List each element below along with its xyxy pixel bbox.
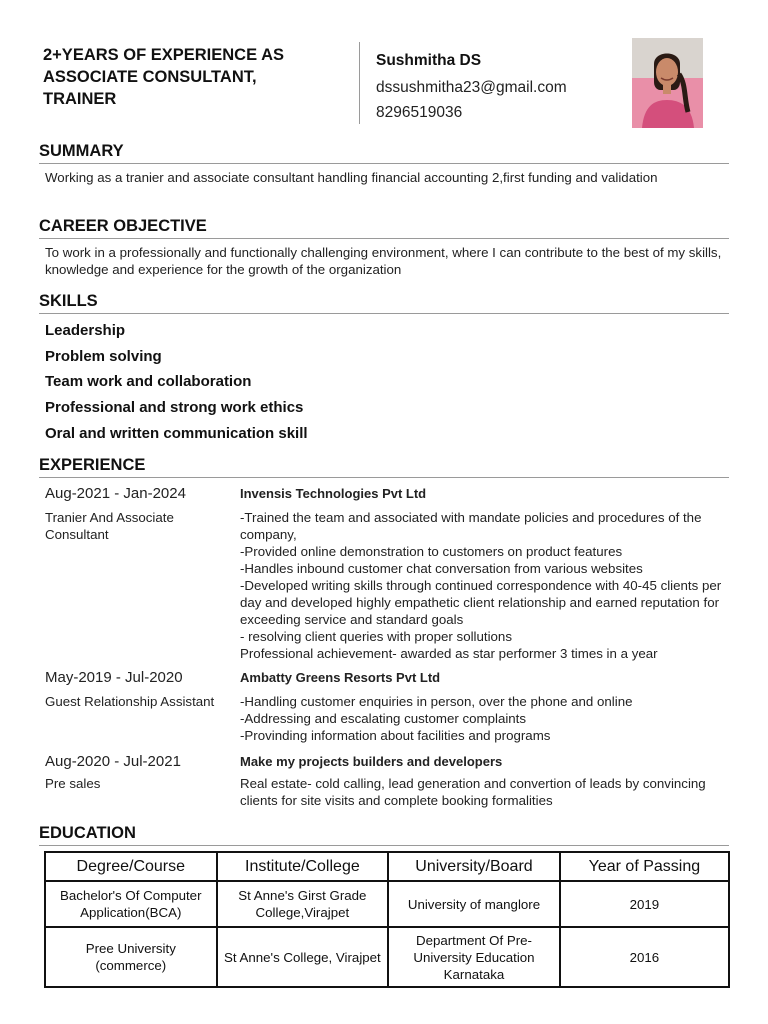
duty-line: -Provided online demonstration to customers on product features	[240, 544, 623, 559]
email: dssushmitha23@gmail.com	[376, 79, 567, 96]
experience-duties	[240, 509, 725, 662]
duty-line: Real estate- cold calling, lead generation and convertion of leads by convincing clients for site visits and complete booking formalities	[240, 776, 706, 808]
table-cell: St Anne's College, Virajpet	[217, 927, 389, 987]
duty-line: -Addressing and escalating customer complaints	[240, 711, 527, 726]
table-row	[45, 927, 729, 987]
skill-item: Oral and written communication skill	[45, 424, 308, 442]
experience-heading: EXPERIENCE	[39, 455, 729, 478]
experience-role: Pre sales	[45, 776, 101, 791]
duty-line: - resolving client queries with proper sollutions	[240, 629, 512, 644]
profile-photo	[632, 38, 703, 128]
experience-company: Invensis Technologies Pvt Ltd	[240, 486, 427, 501]
summary-text: Working as a tranier and associate consultant handling financial accounting 2,first funding and validation	[45, 170, 658, 185]
experience-dates: Aug-2021 - Jan-2024	[45, 485, 186, 502]
column-header: Year of Passing	[560, 852, 729, 881]
experience-dates: Aug-2020 - Jul-2021	[45, 753, 181, 770]
summary-section	[39, 141, 729, 186]
column-header: University/Board	[388, 852, 560, 881]
education-table	[44, 851, 730, 988]
candidate-name: Sushmitha DS	[376, 52, 482, 69]
experience-company: Make my projects builders and developers	[240, 754, 503, 769]
contact-block	[376, 50, 567, 125]
table-cell: St Anne's Girst Grade College,Virajpet	[217, 881, 389, 927]
duty-line: -Provinding information about facilities and programs	[240, 728, 551, 743]
duty-line: Professional achievement- awarded as star performer 3 times in a year	[240, 646, 658, 661]
headline-line: ASSOCIATE CONSULTANT,	[43, 68, 257, 86]
experience-entry	[45, 668, 735, 744]
table-row	[45, 881, 729, 927]
portrait-image	[632, 38, 703, 128]
column-header: Degree/Course	[45, 852, 217, 881]
duty-line: -Trained the team and associated with mandate policies and procedures of the company,	[240, 510, 702, 542]
skills-list	[39, 314, 729, 447]
phone: 8296519036	[376, 104, 463, 121]
experience-duties	[240, 775, 725, 809]
table-cell: University of manglore	[388, 881, 560, 927]
table-cell: Bachelor's Of Computer Application(BCA)	[45, 881, 217, 927]
objective-text: To work in a professionally and functionally challenging environment, where I can contribute to the best of my skills, knowledge and experience for the growth of the organization	[45, 245, 722, 277]
headline-line: 2+YEARS OF EXPERIENCE AS	[43, 46, 284, 64]
header-divider	[359, 42, 360, 124]
summary-heading: SUMMARY	[39, 141, 729, 164]
skill-item: Team work and collaboration	[45, 373, 252, 391]
experience-role: Tranier And Associate Consultant	[45, 510, 174, 542]
duty-line: -Developed writing skills through continued correspondence with 40-45 clients per day and developed highly empathetic client relationship and earned reputation for exceeding service and standard goals	[240, 578, 722, 627]
skill-item: Problem solving	[45, 347, 162, 365]
table-header-row	[45, 852, 729, 881]
headline	[43, 44, 343, 110]
table-cell: 2019	[560, 881, 729, 927]
experience-company: Ambatty Greens Resorts Pvt Ltd	[240, 670, 441, 685]
experience-entry	[45, 752, 735, 809]
education-section	[39, 823, 729, 846]
column-header: Institute/College	[217, 852, 389, 881]
table-cell: Pree University (commerce)	[45, 927, 217, 987]
headline-line: TRAINER	[43, 90, 117, 108]
experience-dates: May-2019 - Jul-2020	[45, 669, 183, 686]
experience-role: Guest Relationship Assistant	[45, 694, 215, 709]
objective-section	[39, 216, 729, 278]
table-cell: Department Of Pre-University Education Karnataka	[388, 927, 560, 987]
duty-line: -Handling customer enquiries in person, over the phone and online	[240, 694, 633, 709]
skill-item: Professional and strong work ethics	[45, 399, 304, 417]
objective-heading: CAREER OBJECTIVE	[39, 216, 729, 239]
skills-section	[39, 291, 729, 447]
education-heading: EDUCATION	[39, 823, 729, 846]
experience-entry	[45, 484, 735, 662]
table-cell: 2016	[560, 927, 729, 987]
experience-duties	[240, 693, 725, 744]
experience-section	[39, 455, 729, 478]
duty-line: -Handles inbound customer chat conversation from various websites	[240, 561, 643, 576]
skills-heading: SKILLS	[39, 291, 729, 314]
skill-item: Leadership	[45, 322, 126, 339]
